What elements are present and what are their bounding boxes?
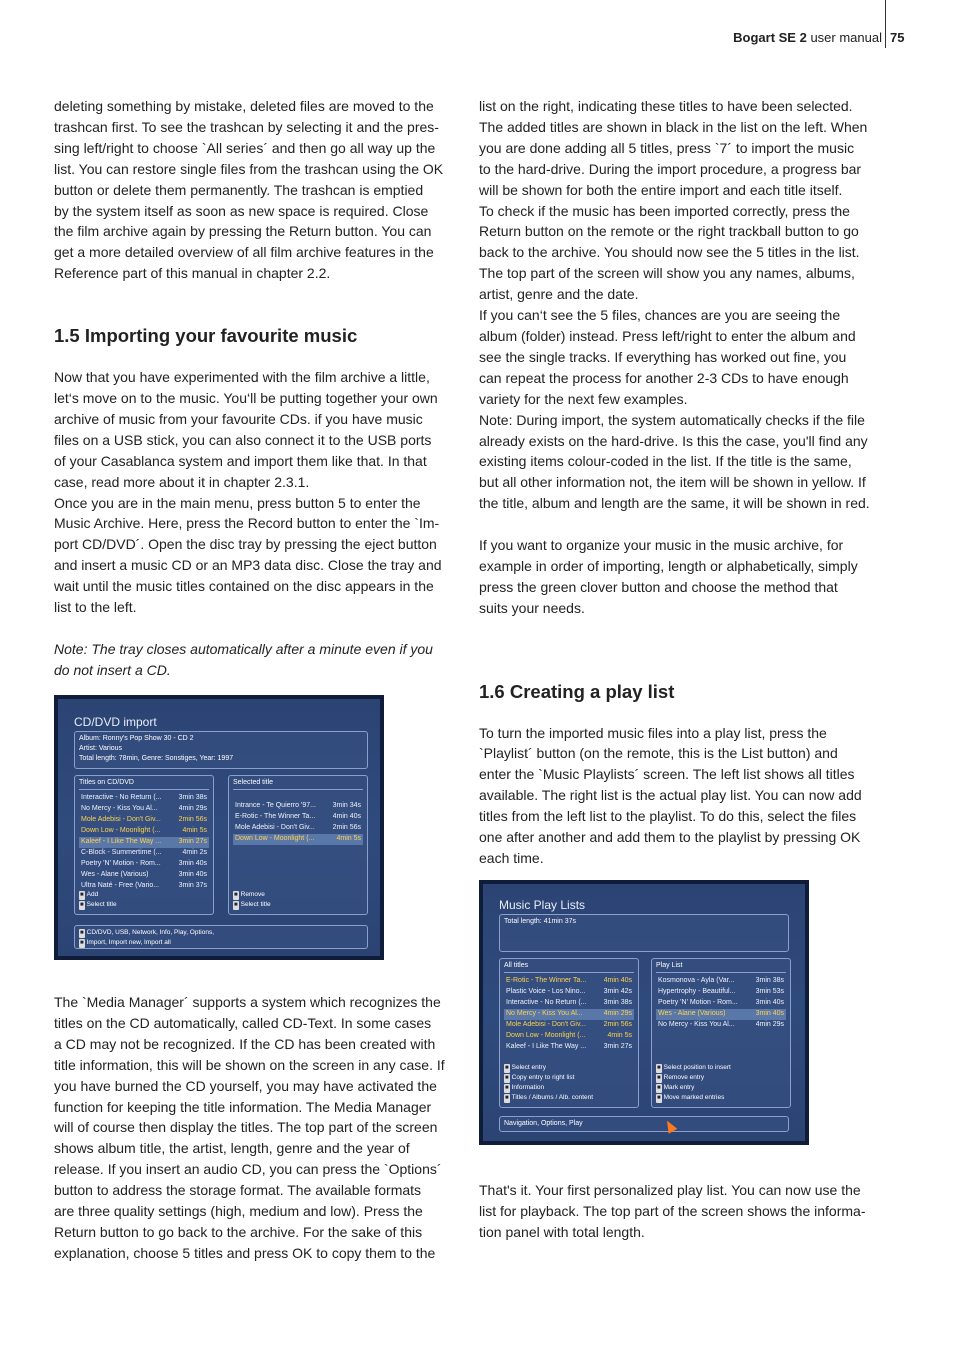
all-titles-list[interactable] (499, 958, 639, 1108)
text-line: list. You can restore single files from the trashcan using the OK (54, 160, 444, 177)
list-item[interactable] (504, 976, 634, 987)
selected-title-header: Selected title (233, 778, 363, 790)
titles-on-cd-list[interactable] (74, 775, 214, 915)
music-play-lists-screenshot (479, 880, 809, 1145)
list-item-title: E-Rotic - The Winner Ta... (506, 977, 587, 984)
control-hint-label: Titles / Albums / Alb. content (511, 1094, 594, 1101)
list-item[interactable] (504, 1031, 634, 1042)
list-item-duration: 2min 56s (178, 816, 207, 823)
control-hint (656, 1063, 731, 1073)
list-item-title: Ultra Naté - Free (Vario... (81, 882, 160, 889)
text-line: artist, genre and the date. (479, 286, 639, 303)
control-hint-label: Select position to insert (663, 1064, 731, 1071)
running-header (733, 30, 882, 45)
list-item-title: Mole Adebisi - Don't Giv... (506, 1021, 586, 1028)
text-line: let‘s move on to the music. You‘ll be putting together your own (54, 389, 438, 406)
text-line: can repeat the process for another 2-3 CDs to have enough (479, 369, 849, 386)
text-line: Now that you have experimented with the film archive a little, (54, 369, 430, 386)
list-item[interactable] (656, 998, 786, 1009)
list-item-title: Kaleef - I Like The Way ... (506, 1043, 587, 1050)
text-line: a CD may not be recognized. If the CD has been created with (54, 1035, 436, 1052)
control-hint (233, 890, 271, 900)
screen-title: CD/DVD import (74, 715, 157, 729)
album-info-panel (74, 731, 368, 769)
bottom-controls (499, 1116, 789, 1132)
right-lower-text (479, 1180, 889, 1243)
list-item[interactable] (79, 848, 209, 859)
list-item[interactable] (656, 976, 786, 987)
list-item-title: Interactive - No Return (... (81, 794, 162, 801)
control-hint (504, 1073, 593, 1083)
text-line: button or delete them permanently. The trashcan is emptied (54, 181, 424, 198)
list-item[interactable] (504, 1009, 634, 1020)
remote-key-icon: ■ (80, 902, 84, 908)
list-item-duration: 3min 27s (178, 838, 207, 845)
right-paragraph-4 (479, 1180, 889, 1243)
list-item-duration: 3min 42s (603, 988, 632, 995)
list-item-duration: 3min 38s (178, 794, 207, 801)
remote-key-icon: ■ (657, 1075, 661, 1081)
list-item-duration: 4min 5s (336, 835, 361, 842)
text-line: of your Casablanca system and import them like that. In that (54, 452, 427, 469)
text-line: release. If you insert an audio CD, you can press the `Options´ (54, 1161, 442, 1178)
control-hint-label: CD/DVD, USB, Network, Info, Play, Options, (86, 929, 215, 936)
section-heading-1-6: 1.6 Creating a play list (479, 680, 675, 702)
left-paragraph-3 (54, 992, 464, 1264)
list-item[interactable] (79, 804, 209, 815)
text-line: wait until the music titles contained on the disc appears in the (54, 578, 434, 595)
list-item-duration: 2min 56s (332, 824, 361, 831)
list-item-duration: 4min 2s (182, 849, 207, 856)
text-line: you are done adding all 5 titles, press `7´ to import the music (479, 139, 855, 156)
text-line: titles from the left list to the playlist. To do this, select the files (479, 808, 857, 825)
text-line: you have burned the CD yourself, you may have activated the (54, 1077, 437, 1094)
list-item[interactable] (79, 826, 209, 837)
list-item[interactable] (79, 837, 209, 848)
list-item-duration: 4min 5s (607, 1032, 632, 1039)
list-item-title: Interactive - No Return (... (506, 999, 587, 1006)
list-item-title: E-Rotic - The Winner Ta... (235, 813, 316, 820)
list-item-title: Wes - Alane (Various) (658, 1010, 726, 1017)
list-item[interactable] (79, 793, 209, 804)
bottom-controls (74, 925, 368, 949)
all-titles-header: All titles (504, 961, 634, 973)
text-line: If you want to organize your music in the music archive, for (479, 537, 844, 554)
text-line: sing left/right to choose `All series´ and then go all way up the (54, 139, 436, 156)
control-hint-label: Select title (86, 901, 117, 908)
total-length-text: Total length: 41min 37s (504, 918, 576, 925)
album-info-line: Album: Ronny's Pop Show 30 - CD 2 (79, 735, 194, 742)
text-line: list on the right, indicating these titles to have been selected. (479, 98, 853, 114)
text-line: and insert a music CD or an MP3 data disc. Close the tray and (54, 557, 442, 574)
left-list-controls (79, 890, 117, 910)
remote-key-icon: ■ (505, 1075, 509, 1081)
control-hint-label: Add (86, 891, 99, 898)
list-item-title: Hypertrophy - Beautiful... (658, 988, 736, 995)
list-item-title: Poetry 'N' Motion - Rom... (658, 999, 738, 1006)
text-line: variety for the next few examples. (479, 390, 688, 407)
list-item-title: Mole Adebisi - Don't Giv... (235, 824, 315, 831)
text-line: press the green clover button and choose the method that (479, 578, 838, 595)
text-line: album (folder) instead. Press left/right to enter the album and (479, 327, 856, 344)
list-item-duration: 3min 37s (178, 882, 207, 889)
list-item[interactable] (233, 801, 363, 812)
text-line: Return button to go back to the archive. For the sake of this (54, 1223, 423, 1240)
text-line: If you can‘t see the 5 files, chances are you are seeing the (479, 307, 841, 324)
control-hint (79, 928, 363, 938)
text-line: button to address the storage format. The available formats (54, 1182, 422, 1199)
text-line: port CD/DVD´. Open the disc tray by pressing the eject button (54, 536, 437, 553)
text-line: tion panel with total length. (479, 1223, 645, 1240)
control-hint (504, 1093, 593, 1103)
text-line: explanation, choose 5 titles and press OK to copy them to the (54, 1244, 436, 1261)
remote-key-icon: ■ (505, 1065, 509, 1071)
right-paragraph-3 (479, 723, 889, 869)
control-hint (79, 890, 117, 900)
text-line: to the hard-drive. During the import procedure, a progress bar (479, 160, 862, 177)
text-line: files on a USB stick, you can also connect it to the USB ports (54, 431, 432, 448)
list-item-title: No Mercy - Kiss You Al... (81, 805, 158, 812)
text-line: but all other information not, the item will be shown in yellow. If (479, 474, 866, 491)
album-info-line: Total length: 78min, Genre: Sonstiges, Year: 1997 (79, 755, 234, 762)
control-hint-label: Import, Import new, Import all (86, 939, 171, 946)
text-line: are three quality settings (high, medium and low). Press the (54, 1203, 423, 1220)
remote-key-icon: ■ (80, 892, 84, 898)
remote-key-icon: ■ (505, 1085, 509, 1091)
remote-key-icon: ■ (657, 1085, 661, 1091)
list-item-title: No Mercy - Kiss You Al... (506, 1010, 583, 1017)
text-line: `Playlist´ button (on the remote, this is the List button) and (479, 745, 838, 762)
text-line: That's it. Your first personalized play list. You can now use the (479, 1182, 861, 1198)
list-item-duration: 3min 38s (755, 977, 784, 984)
control-hint-label: Move marked entries (663, 1094, 725, 1101)
text-line: To turn the imported music files into a play list, press the (479, 724, 827, 741)
total-length-panel (499, 914, 789, 952)
control-hint (233, 900, 271, 910)
list-item[interactable] (504, 998, 634, 1009)
text-line: Note: During import, the system automatically checks if the file (479, 411, 865, 428)
list-item-title: Plastic Voice - Los Nino... (506, 988, 586, 995)
list-item-duration: 3min 40s (178, 871, 207, 878)
control-hint (656, 1083, 731, 1093)
remote-key-icon: ■ (657, 1095, 661, 1101)
list-item-title: Poetry 'N' Motion - Rom... (81, 860, 161, 867)
text-line: by the system itself as soon as new space is required. Close (54, 202, 429, 219)
control-hint-label: Remove (240, 891, 265, 898)
list-item[interactable] (504, 987, 634, 998)
list-item-duration: 4min 40s (603, 977, 632, 984)
list-item-duration: 2min 56s (603, 1021, 632, 1028)
list-item-duration: 3min 34s (332, 802, 361, 809)
left-paragraph-2 (54, 367, 464, 618)
text-line: the film archive again by pressing the Return button. You can (54, 223, 432, 240)
play-list[interactable] (651, 958, 791, 1108)
list-item-title: No Mercy - Kiss You Al... (658, 1021, 735, 1028)
control-hint-label: Copy entry to right list (511, 1074, 575, 1081)
list-item[interactable] (79, 859, 209, 870)
control-hint-label: Information (511, 1084, 545, 1091)
header-divider (885, 0, 886, 48)
text-line: case, read more about it in chapter 2.3.1. (54, 473, 310, 490)
text-line: shows album title, the artist, length, genre and the year of (54, 1140, 410, 1157)
text-line: title information, this will be shown on the screen in any case. If (54, 1056, 445, 1073)
titles-on-cd-header: Titles on CD/DVD (79, 778, 209, 790)
text-line: will of course then display the titles. The top part of the screen (54, 1119, 438, 1136)
cd-dvd-import-screenshot (54, 695, 384, 960)
list-item[interactable] (504, 1042, 634, 1053)
album-info-line: Artist: Various (79, 745, 123, 752)
left-paragraph-1 (54, 96, 464, 284)
control-hint (656, 1093, 731, 1103)
control-hint-label: Select title (240, 901, 271, 908)
text-line: suits your needs. (479, 599, 585, 616)
list-item-duration: 3min 40s (755, 1010, 784, 1017)
control-hint (656, 1073, 731, 1083)
list-item-title: Intrance - Te Quierro '97... (235, 802, 316, 809)
control-hint (504, 1063, 593, 1073)
screen-title: Music Play Lists (499, 898, 586, 912)
control-hint (504, 1083, 593, 1093)
section-heading-1-5: 1.5 Importing your favourite music (54, 325, 358, 347)
control-hint (79, 938, 363, 948)
text-line: example in order of importing, length or alphabetically, simply (479, 557, 858, 574)
text-line: Once you are in the main menu, press button 5 to enter the (54, 494, 421, 511)
text-line: archive of music from your favourite CDs. if you have music (54, 410, 423, 427)
list-item[interactable] (656, 1020, 786, 1031)
list-item-duration: 4min 29s (755, 1021, 784, 1028)
left-lower-text (54, 992, 464, 1264)
list-item[interactable] (233, 834, 363, 845)
right-column (479, 96, 889, 869)
list-item-duration: 3min 38s (603, 999, 632, 1006)
left-column (54, 96, 464, 681)
text-line: the title, album and length are the same, it will be shown in red. (479, 495, 870, 512)
text-line: existing items colour-coded in the list. If the title is the same, (479, 453, 852, 470)
text-line: already exists on the hard-drive. Is this the case, you'll find any (479, 432, 868, 449)
list-item[interactable] (504, 1020, 634, 1031)
remote-key-icon: ■ (234, 902, 238, 908)
list-item-title: Wes - Alane (Various) (81, 871, 149, 878)
list-item-title: Down Low - Moonlight (... (81, 827, 161, 834)
remote-key-icon: ■ (80, 940, 84, 946)
text-line: Reference part of this manual in chapter 2.2. (54, 265, 331, 282)
list-item[interactable] (233, 823, 363, 834)
list-item-title: C-Block - Summertime (... (81, 849, 162, 856)
note-line: do not insert a CD. (54, 661, 171, 678)
text-line: available. The right list is the actual play list. You can now add (479, 787, 862, 804)
list-item[interactable] (79, 870, 209, 881)
note-line: Note: The tray closes automatically after a minute even if you (54, 640, 433, 657)
play-list-header: Play List (656, 961, 786, 973)
list-item-duration: 3min 40s (755, 999, 784, 1006)
list-item[interactable] (79, 815, 209, 826)
control-hint-label: Remove entry (663, 1074, 705, 1081)
left-note (54, 639, 464, 681)
list-item-title: Kaleef - I Like The Way ... (81, 838, 162, 845)
control-hint (79, 900, 117, 910)
right-paragraph-1 (479, 96, 889, 514)
header-manual: user manual (810, 30, 882, 45)
control-hint-label: Select entry (511, 1064, 546, 1071)
text-line: back to the archive. You should now see the 5 titles in the list. (479, 244, 860, 261)
remote-key-icon: ■ (657, 1065, 661, 1071)
list-item-duration: 3min 53s (755, 988, 784, 995)
list-item[interactable] (656, 987, 786, 998)
text-line: The added titles are shown in black in the list on the left. When (479, 118, 868, 135)
right-list-controls (656, 1063, 731, 1103)
right-paragraph-2 (479, 535, 889, 619)
text-line: Music Archive. Here, press the Record button to enter the `Im- (54, 515, 440, 532)
list-item-duration: 4min 40s (332, 813, 361, 820)
list-item[interactable] (656, 1009, 786, 1020)
text-line: Return button on the remote or the right trackball button to go (479, 223, 859, 240)
remote-key-icon: ■ (80, 930, 84, 936)
header-product: Bogart SE 2 (733, 30, 807, 45)
text-line: will be shown for both the entire import and each title itself. (479, 181, 843, 198)
text-line: list to the left. (54, 599, 137, 616)
list-item-title: Kosmonova - Ayla (Var... (658, 977, 735, 984)
right-list-controls (233, 890, 271, 910)
list-item-duration: 4min 5s (182, 827, 207, 834)
bottom-controls-text: Navigation, Options, Play (504, 1120, 583, 1127)
remote-key-icon: ■ (505, 1095, 509, 1101)
text-line: titles on the CD automatically, called CD-Text. In some cases (54, 1014, 432, 1031)
list-item-duration: 4min 29s (603, 1010, 632, 1017)
text-line: To check if the music has been imported correctly, press the (479, 202, 850, 219)
selected-title-list[interactable] (228, 775, 368, 915)
control-hint-label: Mark entry (663, 1084, 695, 1091)
list-item-duration: 3min 27s (603, 1043, 632, 1050)
text-line: see the single tracks. If everything has worked out fine, you (479, 348, 847, 365)
text-line: list for playback. The top part of the screen shows the informa- (479, 1202, 866, 1219)
text-line: deleting something by mistake, deleted files are moved to the (54, 98, 434, 114)
text-line: each time. (479, 849, 544, 866)
list-item-title: Down Low - Moonlight (... (235, 835, 315, 842)
text-line: trashcan first. To see the trashcan by selecting it and the pres- (54, 118, 439, 135)
text-line: function for keeping the title information. The Media Manager (54, 1098, 432, 1115)
list-item-title: Down Low - Moonlight (... (506, 1032, 586, 1039)
left-list-controls (504, 1063, 593, 1103)
remote-key-icon: ■ (234, 892, 238, 898)
list-item-duration: 4min 29s (178, 805, 207, 812)
text-line: one after another and add them to the playlist by pressing OK (479, 829, 861, 846)
text-line: The top part of the screen will show you any names, albums, (479, 265, 855, 282)
text-line: enter the `Music Playlists´ screen. The left list shows all titles (479, 766, 855, 783)
list-item-title: Mole Adebisi - Don't Giv... (81, 816, 161, 823)
list-item-duration: 3min 40s (178, 860, 207, 867)
list-item[interactable] (233, 812, 363, 823)
page-number: 75 (890, 30, 905, 45)
text-line: The `Media Manager´ supports a system which recognizes the (54, 994, 441, 1010)
text-line: get a more detailed overview of all film archive features in the (54, 244, 434, 261)
